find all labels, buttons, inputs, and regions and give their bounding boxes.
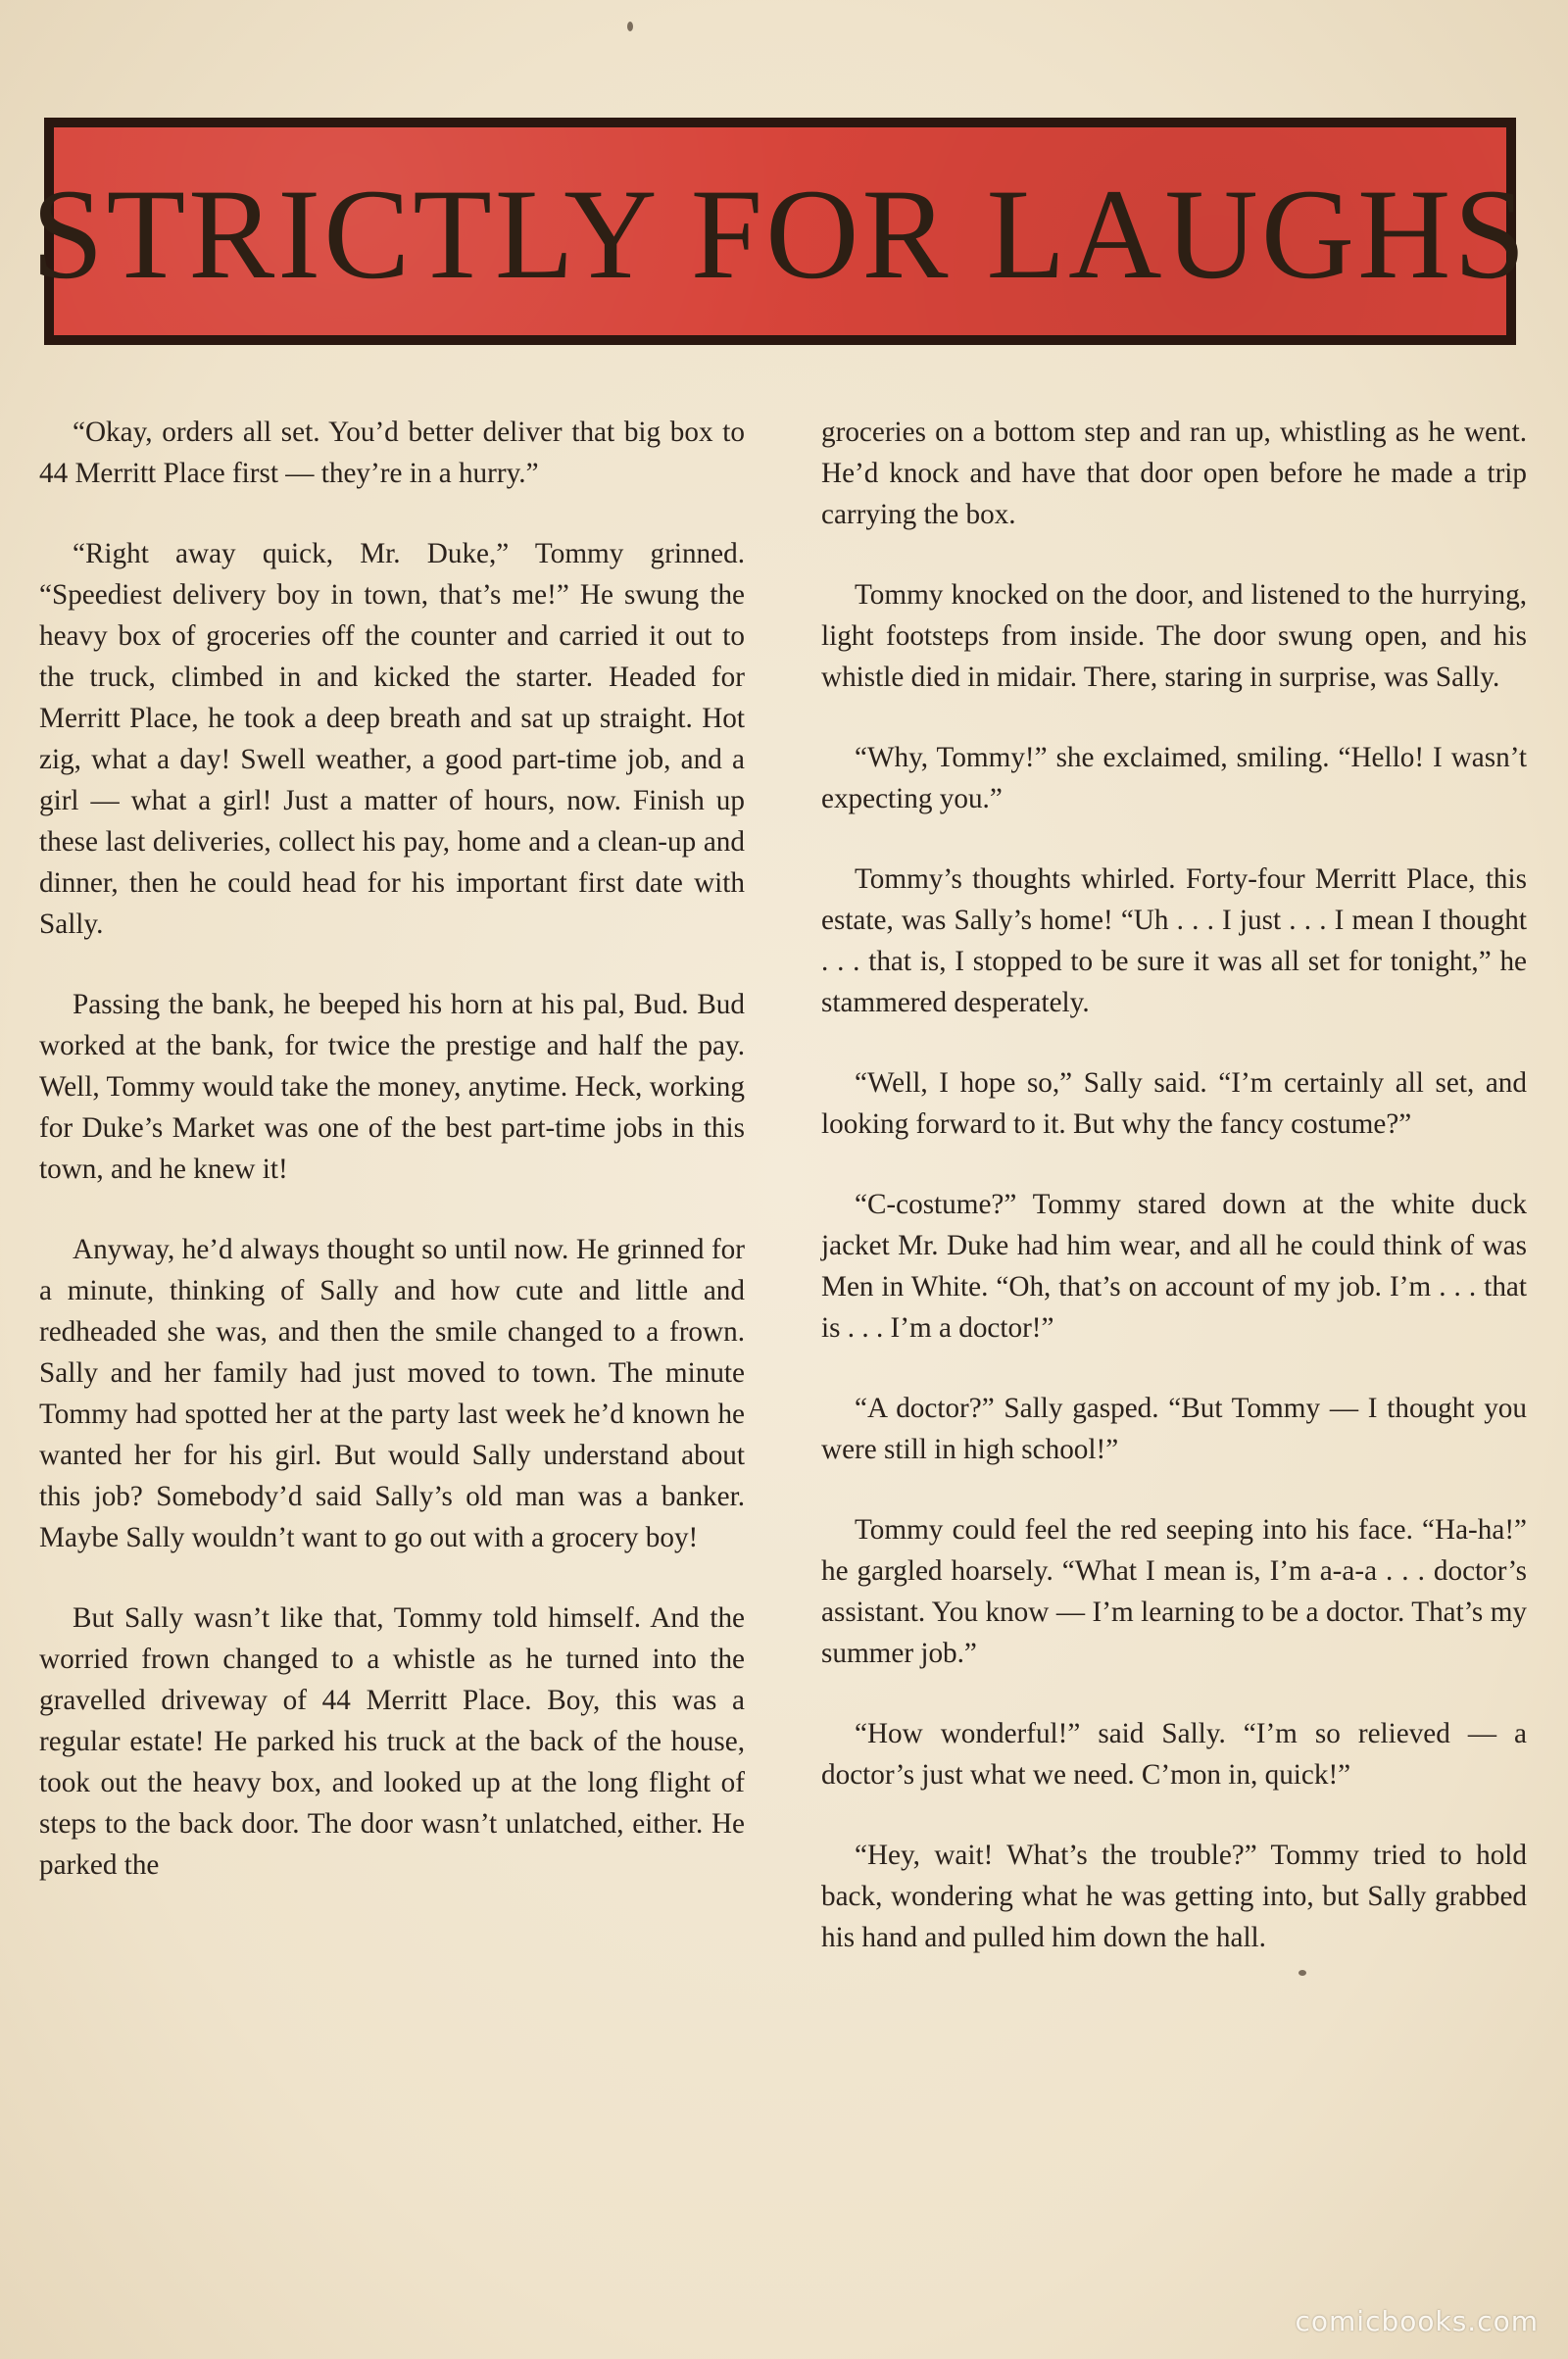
story-paragraph: “Right away quick, Mr. Duke,” Tommy grinned. “Speediest delivery boy in town, that’s me!” He swung the heavy box of groceries off the counter and carried it out to the truck, climbed in and kicked the starter. Headed for Merritt Place, he took a deep breath and sat up straight. Hot zig, what a day! Swell weather, a good part-time job, and a girl — what a girl! Just a matter of hours, now. Finish up these last deliveries, collect his pay, home and a clean-up and dinner, then he could head for his important first date with Sally.	[39, 538, 745, 940]
story-paragraph: “Well, I hope so,” Sally said. “I’m certainly all set, and looking forward to it. But why the fancy costume?”	[821, 1067, 1527, 1140]
title-banner-fill	[31, 127, 1529, 335]
story-paragraph: “A doctor?” Sally gasped. “But Tommy — I thought you were still in high school!”	[821, 1393, 1527, 1465]
story-paragraph: Anyway, he’d always thought so until now. He grinned for a minute, thinking of Sally and how cute and little and redheaded she was, and then the smile changed to a frown. Sally and her family had just moved to town. The minute Tommy had spotted her at the party last week he’d known he wanted her for his girl. But would Sally understand about this job? Somebody’d said Sally’s old man was a banker. Maybe Sally wouldn’t want to go out with a grocery boy!	[39, 1234, 745, 1553]
left-text-column	[39, 412, 745, 1925]
story-paragraph: groceries on a bottom step and ran up, whistling as he went. He’d knock and have that door open before he made a trip carrying the box.	[821, 417, 1527, 530]
story-paragraph: But Sally wasn’t like that, Tommy told himself. And the worried frown changed to a whistle as he turned into the gravelled driveway of 44 Merritt Place. Boy, this was a regular estate! He parked his truck at the back of the house, took out the heavy box, and looked up at the long flight of steps to the back door. The door wasn’t unlatched, either. He parked the	[39, 1602, 745, 1881]
story-paragraph: Tommy could feel the red seeping into his face. “Ha-ha!” he gargled hoarsely. “What I mean is, I’m a-a-a . . . doctor’s assistant. You know — I’m learning to be a doctor. That’s my summer job.”	[821, 1514, 1527, 1669]
watermark: comicbooks.com	[1295, 2305, 1539, 2337]
story-paragraph: “Hey, wait! What’s the trouble?” Tommy tried to hold back, wondering what he was getting into, but Sally grabbed his hand and pulled him down the hall.	[821, 1840, 1527, 1953]
story-paragraph: Passing the bank, he beeped his horn at his pal, Bud. Bud worked at the bank, for twice the prestige and half the pay. Well, Tommy would take the money, anytime. Heck, working for Duke’s Market was one of the best part-time jobs in this town, and he knew it!	[39, 989, 745, 1185]
title-banner	[31, 118, 1529, 345]
story-paragraph: “C-costume?” Tommy stared down at the white duck jacket Mr. Duke had him wear, and all he could think of was Men in White. “Oh, that’s on account of my job. I’m . . . that is . . . I’m a doctor!”	[821, 1189, 1527, 1344]
ink-speck	[1298, 1970, 1306, 1976]
ink-speck	[627, 22, 633, 31]
story-paragraph: Tommy knocked on the door, and listened to the hurrying, light footsteps from inside. The door swung open, and his whistle died in midair. There, staring in surprise, was Sally.	[821, 579, 1527, 693]
story-paragraph: “Okay, orders all set. You’d better deliver that big box to 44 Merritt Place first — they’re in a hurry.”	[39, 417, 745, 489]
story-paragraph: Tommy’s thoughts whirled. Forty-four Merritt Place, this estate, was Sally’s home! “Uh . . . I just . . . I mean I thought . . . that is, I stopped to be sure it was all set for tonight,” he stammered desperately.	[821, 863, 1527, 1018]
story-title: STRICTLY FOR LAUGHS	[31, 162, 1529, 306]
story-paragraph: “How wonderful!” said Sally. “I’m so relieved — a doctor’s just what we need. C’mon in, quick!”	[821, 1718, 1527, 1791]
right-text-column	[821, 412, 1527, 1997]
story-paragraph: “Why, Tommy!” she exclaimed, smiling. “Hello! I wasn’t expecting you.”	[821, 742, 1527, 814]
